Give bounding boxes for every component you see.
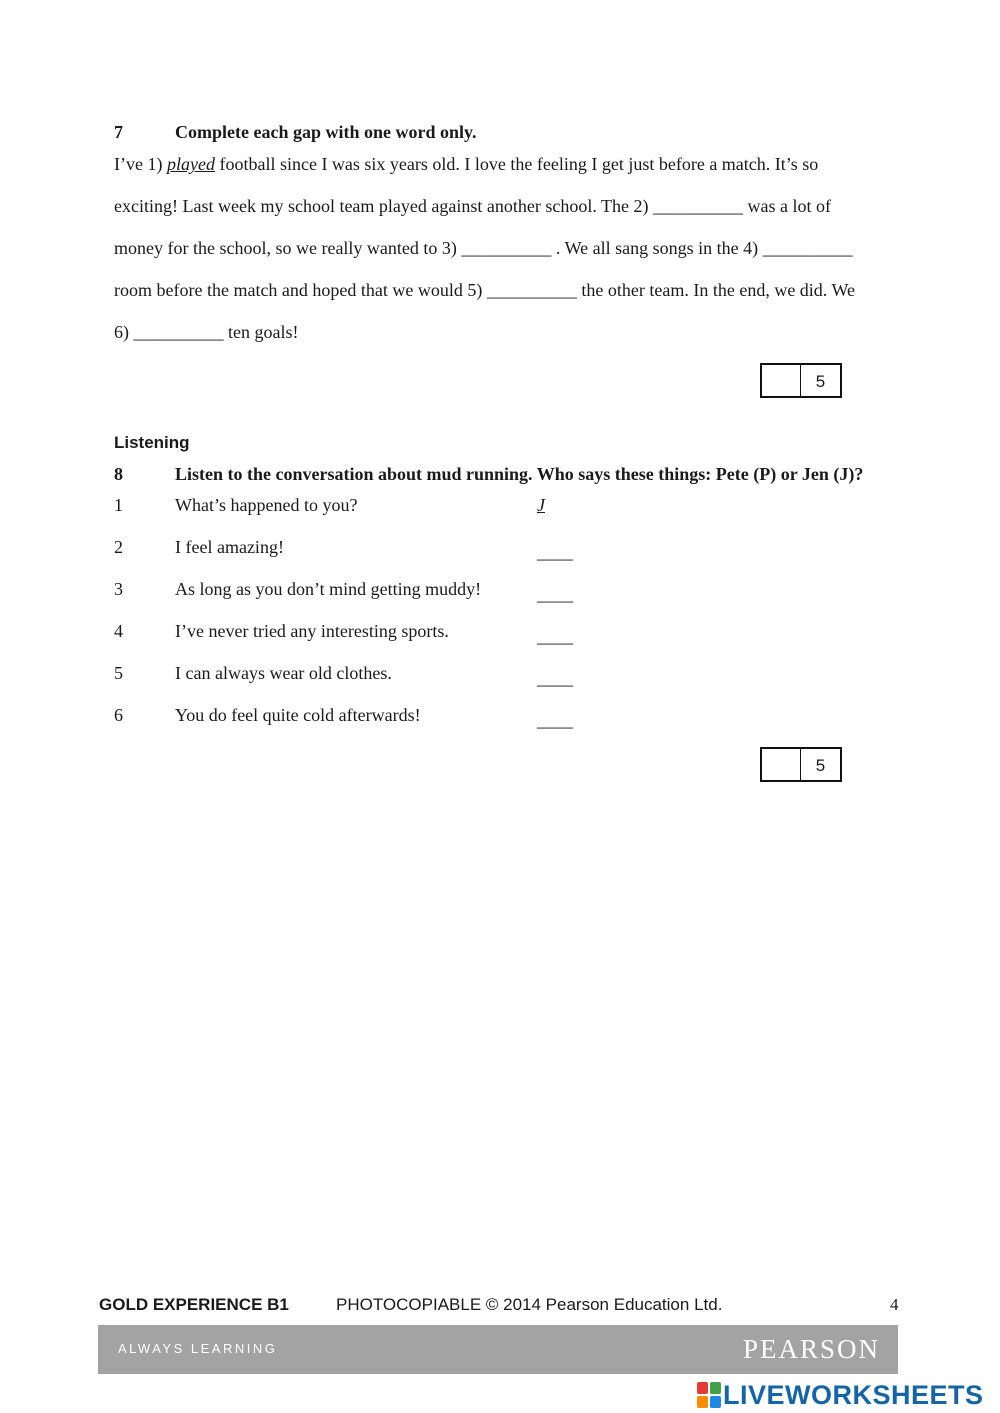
gap-fill-paragraph [114,154,894,354]
line-1-suffix: football since I was six years old. I love the feeling I get just before a match. It’s so [214,154,819,174]
item-statement: I can always wear old clothes. [175,663,392,683]
item-answer-blank[interactable]: ____ [537,626,573,646]
item-statement: I’ve never tried any interesting sports. [175,621,449,641]
item-answer-blank[interactable]: ____ [537,542,573,562]
item-example-answer: J [537,495,545,515]
question-7-instruction: Complete each gap with one word only. [175,122,477,142]
item-number: 4 [114,621,123,641]
item-number: 2 [114,537,123,557]
paragraph-line-2: exciting! Last week my school team played against another school. The 2) __________ was a lot of [114,196,831,216]
question-number-7: 7 [114,122,123,142]
item-number: 5 [114,663,123,683]
question-number-8: 8 [114,464,123,484]
score-entry-cell[interactable] [762,365,801,396]
example-answer: played [166,154,215,174]
liveworksheets-logo-icon [697,1382,721,1408]
score-box-7 [760,363,842,398]
paragraph-line-1 [114,154,818,175]
paragraph-line-5: 6) __________ ten goals! [114,322,299,342]
score-box-8 [760,747,842,782]
paragraph-line-4: room before the match and hoped that we would 5) __________ the other team. In the end, we did. We [114,280,856,300]
question-8-instruction: Listen to the conversation about mud running. Who says these things: Pete (P) or Jen (J)? [175,464,864,484]
item-number: 1 [114,495,123,515]
pearson-logo: PEARSON [742,1334,880,1364]
footer-brand-bar [98,1325,898,1374]
item-answer-blank[interactable]: ____ [537,668,573,688]
liveworksheets-wordmark: LIVEWORKSHEETS [723,1379,984,1410]
item-answer-blank[interactable]: ____ [537,584,573,604]
item-number: 6 [114,705,123,725]
footer-book-title: GOLD EXPERIENCE B1 [99,1295,289,1314]
page-number: 4 [890,1295,899,1314]
item-statement: I feel amazing! [175,537,284,557]
footer-tagline: ALWAYS LEARNING [118,1341,278,1356]
score-total: 5 [815,371,826,391]
paragraph-line-3: money for the school, so we really wanted to 3) __________ . We all sang songs in the 4) __________ [114,238,853,258]
score-entry-cell[interactable] [762,749,801,780]
item-statement: You do feel quite cold afterwards! [175,705,421,725]
line-1-prefix: I’ve 1) [114,154,167,174]
item-statement: What’s happened to you? [175,495,358,515]
item-answer-blank[interactable]: ____ [537,710,573,730]
liveworksheets-watermark[interactable] [697,1378,984,1412]
section-heading-listening: Listening [114,433,190,452]
item-number: 3 [114,579,123,599]
score-total: 5 [815,755,826,775]
footer-copyright: PHOTOCOPIABLE © 2014 Pearson Education Ltd. [336,1295,723,1314]
item-statement: As long as you don’t mind getting muddy! [175,579,482,599]
